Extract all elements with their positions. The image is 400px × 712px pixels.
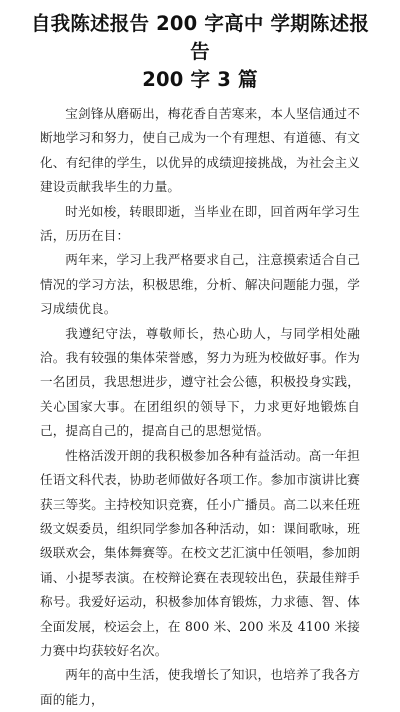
paragraph-1: 宝剑锋从磨砺出，梅花香自苦寒来，本人坚信通过不断地学习和努力，使自己成为一个有理想、有道德、有文化、有纪律的学生，以优异的成绩迎接挑战，为社会主义建设贡献我毕生的力量。: [40, 106, 360, 195]
paragraph-3: 两年来，学习上我严格要求自己，注意摸索适合自己情况的学习方法，积极思维，分析、解决问题能力强，学习成绩优良。: [40, 252, 360, 317]
paragraph-2: 时光如梭，转眼即逝，当毕业在即，回首两年学习生活，历历在目：: [40, 203, 360, 244]
paragraph-4: 我遵纪守法，尊敬师长，热心助人，与同学相处融洽。我有较强的集体荣誉感，努力为班为校做好事。作为一名团员，我思想进步，遵守社会公德，积极投身实践，关心国家大事。在团组织的领导下，力求更好地锻炼自己，提高自己的，提高自己的思想觉悟。: [40, 325, 360, 439]
document-title: [22, 10, 378, 94]
paragraph-6: 两年的高中生活，使我增长了知识，也培养了我各方面的能力，: [40, 667, 360, 707]
document-body: [40, 102, 360, 712]
title-line-2: 200 字 3 篇: [142, 68, 258, 91]
paragraph-5: 性格活泼开朗的我积极参加各种有益活动。高一年担任语文科代表，协助老师做好各项工作。参加市演讲比赛获三等奖。主持校知识竞赛，任小广播员。高二以来任班级文娱委员，组织同学参加各种活动，如：课间歌咏，班级联欢会，集体舞赛等。在校文艺汇演中任领唱，参加朗诵、小提琴表演。在校辩论赛在表现较出色，获最佳辩手称号。我爱好运动，积极参加体育锻炼，力求德、智、体全面发展，校运会上，在 800 米、200 米及 4100 米接力赛中均获较好名次。: [40, 447, 360, 658]
title-line-1: 自我陈述报告 200 字高中 学期陈述报告: [30, 12, 370, 63]
